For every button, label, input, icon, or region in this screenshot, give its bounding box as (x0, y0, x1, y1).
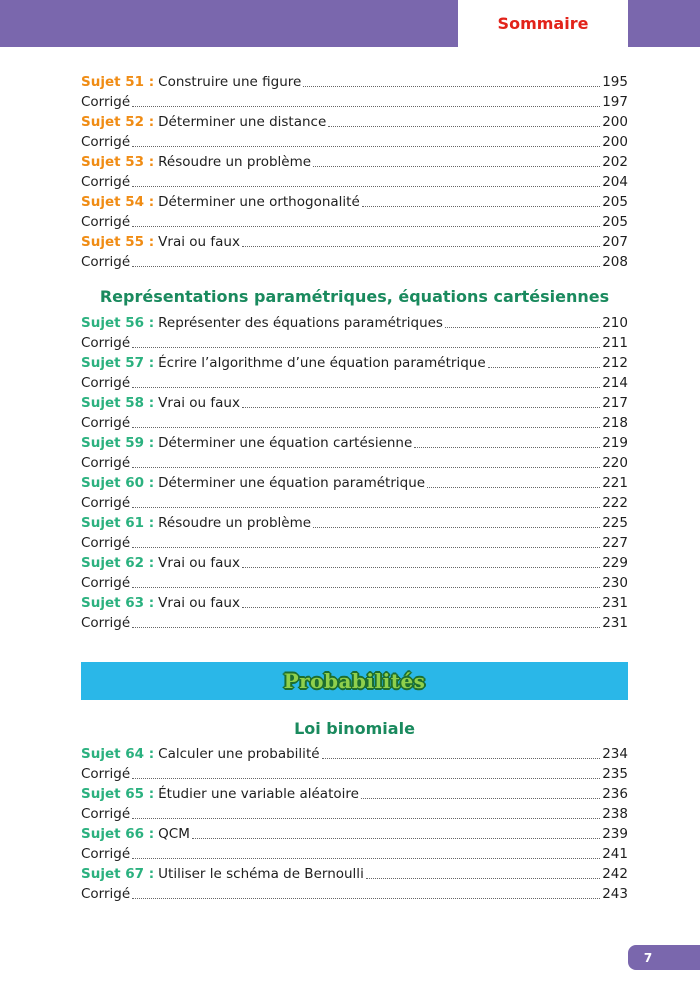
leader-dots (132, 172, 600, 187)
entry-title: Corrigé (81, 455, 131, 471)
leader-dots (313, 152, 600, 167)
sujet-label: Sujet 66 : (81, 826, 155, 842)
entry-title: Déterminer une distance (158, 114, 327, 130)
sommaire-tab[interactable]: Sommaire (458, 0, 628, 47)
entry-title: Déterminer une équation cartésienne (158, 435, 413, 451)
toc-entry[interactable] (81, 353, 628, 373)
leader-dots (132, 413, 600, 428)
leader-dots (488, 353, 600, 368)
section-title-binomial: Loi binomiale (294, 719, 415, 738)
toc-corrige[interactable] (81, 844, 628, 864)
sujet-label: Sujet 67 : (81, 866, 155, 882)
leader-dots (132, 373, 600, 388)
toc-entry[interactable] (81, 152, 628, 172)
page-ref: 208 (602, 254, 628, 270)
entry-title: Corrigé (81, 806, 131, 822)
leader-dots (132, 844, 600, 859)
entry-title: Résoudre un problème (158, 154, 312, 170)
entry-title: Vrai ou faux (158, 395, 240, 411)
entry-title: Calculer une probabilité (158, 746, 320, 762)
page-ref: 234 (602, 746, 628, 762)
toc-entry[interactable] (81, 433, 628, 453)
sujet-label: Sujet 53 : (81, 154, 155, 170)
leader-dots (322, 744, 600, 759)
page-ref: 231 (602, 615, 628, 631)
page-ref: 231 (602, 595, 628, 611)
sujet-label: Sujet 65 : (81, 786, 155, 802)
entry-title: QCM (158, 826, 190, 842)
entry-title: Vrai ou faux (158, 234, 240, 250)
chapter-banner (81, 662, 628, 700)
entry-title: Déterminer une équation paramétrique (158, 475, 426, 491)
sujet-label: Sujet 52 : (81, 114, 155, 130)
leader-dots (132, 884, 600, 899)
toc-corrige[interactable] (81, 413, 628, 433)
toc-entry[interactable] (81, 393, 628, 413)
sujet-label: Sujet 56 : (81, 315, 155, 331)
toc-entry[interactable] (81, 72, 628, 92)
toc-entry[interactable] (81, 744, 628, 764)
page-ref: 202 (602, 154, 628, 170)
page-ref: 219 (602, 435, 628, 451)
entry-title: Corrigé (81, 495, 131, 511)
sujet-label: Sujet 60 : (81, 475, 155, 491)
leader-dots (192, 824, 600, 839)
page-ref: 225 (602, 515, 628, 531)
entry-title: Corrigé (81, 214, 131, 230)
sujet-label: Sujet 51 : (81, 74, 155, 90)
leader-dots (132, 333, 600, 348)
page-ref: 200 (602, 114, 628, 130)
toc-corrige[interactable] (81, 493, 628, 513)
page-ref: 205 (602, 194, 628, 210)
leader-dots (366, 864, 600, 879)
page-ref: 229 (602, 555, 628, 571)
leader-dots (132, 533, 600, 548)
page-ref: 212 (602, 355, 628, 371)
page-ref: 241 (602, 846, 628, 862)
leader-dots (132, 252, 600, 267)
toc-entry[interactable] (81, 232, 628, 252)
entry-title: Utiliser le schéma de Bernoulli (158, 866, 364, 882)
leader-dots (242, 593, 600, 608)
entry-title: Représenter des équations paramétriques (158, 315, 443, 331)
leader-dots (303, 72, 600, 87)
page-ref: 218 (602, 415, 628, 431)
toc-corrige[interactable] (81, 453, 628, 473)
entry-title: Corrigé (81, 375, 131, 391)
toc-corrige[interactable] (81, 172, 628, 192)
entry-title: Corrigé (81, 575, 131, 591)
entry-title: Corrigé (81, 615, 131, 631)
section-title-parametric: Représentations paramétriques, équations cartésiennes (99, 287, 610, 306)
page-ref: 239 (602, 826, 628, 842)
page-ref: 210 (602, 315, 628, 331)
page-ref: 236 (602, 786, 628, 802)
leader-dots (132, 453, 600, 468)
toc-corrige[interactable] (81, 764, 628, 784)
page-ref: 211 (602, 335, 628, 351)
entry-title: Corrigé (81, 335, 131, 351)
entry-title: Corrigé (81, 94, 131, 110)
toc-corrige[interactable] (81, 132, 628, 152)
leader-dots (361, 784, 600, 799)
toc-entry[interactable] (81, 192, 628, 212)
leader-dots (132, 764, 600, 779)
sujet-label: Sujet 59 : (81, 435, 155, 451)
toc-entry[interactable] (81, 864, 628, 884)
entry-title: Corrigé (81, 886, 131, 902)
toc-entry[interactable] (81, 513, 628, 533)
toc-entry[interactable] (81, 313, 628, 333)
page-ref: 197 (602, 94, 628, 110)
toc-corrige[interactable] (81, 884, 628, 904)
page-ref: 242 (602, 866, 628, 882)
page-ref: 205 (602, 214, 628, 230)
toc-corrige[interactable] (81, 212, 628, 232)
leader-dots (427, 473, 600, 488)
leader-dots (132, 493, 600, 508)
sujet-label: Sujet 58 : (81, 395, 155, 411)
toc-corrige[interactable] (81, 252, 628, 272)
leader-dots (242, 393, 600, 408)
sujet-label: Sujet 63 : (81, 595, 155, 611)
toc-corrige[interactable] (81, 92, 628, 112)
sujet-label: Sujet 61 : (81, 515, 155, 531)
page-ref: 200 (602, 134, 628, 150)
entry-title: Corrigé (81, 134, 131, 150)
entry-title: Corrigé (81, 846, 131, 862)
entry-title: Corrigé (81, 174, 131, 190)
leader-dots (445, 313, 600, 328)
page-ref: 238 (602, 806, 628, 822)
page-ref: 235 (602, 766, 628, 782)
leader-dots (132, 573, 600, 588)
toc-entry[interactable] (81, 553, 628, 573)
entry-title: Corrigé (81, 535, 131, 551)
entry-title: Résoudre un problème (158, 515, 312, 531)
toc-entry[interactable] (81, 593, 628, 613)
leader-dots (328, 112, 600, 127)
toc-entry[interactable] (81, 112, 628, 132)
leader-dots (242, 553, 600, 568)
page-ref: 220 (602, 455, 628, 471)
leader-dots (132, 92, 600, 107)
leader-dots (362, 192, 600, 207)
sujet-label: Sujet 62 : (81, 555, 155, 571)
chapter-banner-title: Probabilités (283, 669, 426, 693)
toc-corrige[interactable] (81, 573, 628, 593)
entry-title: Vrai ou faux (158, 555, 240, 571)
toc-corrige[interactable] (81, 804, 628, 824)
entry-title: Vrai ou faux (158, 595, 240, 611)
leader-dots (132, 613, 600, 628)
page-ref: 222 (602, 495, 628, 511)
entry-title: Construire une figure (158, 74, 302, 90)
page-ref: 204 (602, 174, 628, 190)
page-ref: 227 (602, 535, 628, 551)
toc-corrige[interactable] (81, 333, 628, 353)
entry-title: Déterminer une orthogonalité (158, 194, 360, 210)
sujet-label: Sujet 55 : (81, 234, 155, 250)
leader-dots (132, 132, 600, 147)
leader-dots (242, 232, 600, 247)
sujet-label: Sujet 64 : (81, 746, 155, 762)
page-ref: 214 (602, 375, 628, 391)
leader-dots (313, 513, 600, 528)
page-ref: 195 (602, 74, 628, 90)
entry-title: Corrigé (81, 254, 131, 270)
page-number: 7 (628, 945, 668, 970)
toc-entry[interactable] (81, 473, 628, 493)
toc-entry[interactable] (81, 824, 628, 844)
entry-title: Corrigé (81, 415, 131, 431)
leader-dots (132, 212, 600, 227)
page-ref: 230 (602, 575, 628, 591)
page-ref: 217 (602, 395, 628, 411)
leader-dots (132, 804, 600, 819)
sujet-label: Sujet 57 : (81, 355, 155, 371)
sujet-label: Sujet 54 : (81, 194, 155, 210)
toc-entry[interactable] (81, 784, 628, 804)
page-ref: 221 (602, 475, 628, 491)
page-ref: 207 (602, 234, 628, 250)
entry-title: Corrigé (81, 766, 131, 782)
toc-corrige[interactable] (81, 533, 628, 553)
entry-title: Écrire l’algorithme d’une équation paramétrique (158, 355, 486, 371)
page-ref: 243 (602, 886, 628, 902)
entry-title: Étudier une variable aléatoire (158, 786, 359, 802)
leader-dots (414, 433, 600, 448)
toc-corrige[interactable] (81, 373, 628, 393)
toc-corrige[interactable] (81, 613, 628, 633)
